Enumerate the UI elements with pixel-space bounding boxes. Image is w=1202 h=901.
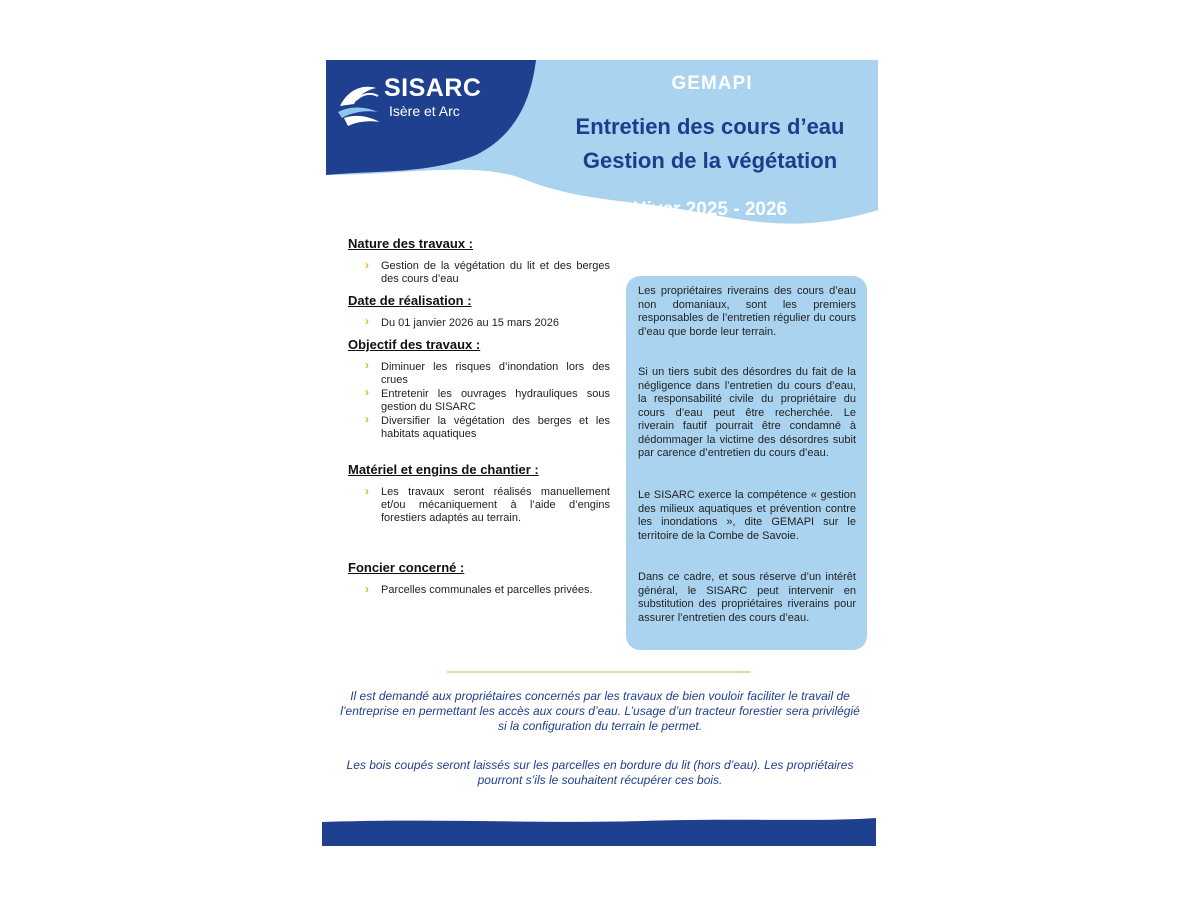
info-paragraph: Les propriétaires riverains des cours d’eau non domaniaux, sont les premiers responsables de l’entretien régulier du cours d’eau que borde leur terrain. [638, 285, 856, 338]
bullet-item: Les travaux seront réalisés manuellement et/ou mécaniquement à l’aide d’engins forestiers adaptés au terrain. [381, 486, 610, 524]
section-title-nature: Nature des travaux : [348, 236, 473, 251]
gemapi-tag: GEMAPI [671, 73, 753, 94]
bullet-item: Parcelles communales et parcelles privées. [381, 584, 593, 596]
bullet-item: Diminuer les risques d’inondation lors des crues [381, 361, 610, 386]
section-title-date: Date de réalisation : [348, 293, 472, 308]
chevron-right-icon: › [365, 358, 369, 372]
section-title-materiel: Matériel et engins de chantier : [348, 462, 539, 477]
info-paragraph: Dans ce cadre, et sous réserve d’un intérêt général, le SISARC peut intervenir en substitution des propriétaires riverains pour assurer l’entretien des cours d’eau. [638, 571, 856, 624]
bullet-item: Entretenir les ouvrages hydrauliques sous gestion du SISARC [381, 388, 610, 413]
info-paragraph: Si un tiers subit des désordres du fait de la négligence dans l’entretien du cours d’eau, la responsabilité civile du propriétaire du cours d’eau peut être recherchée. Le riverain fautif pourrait être condamné à dédommager la victime des désordres subit par carence d’entretien du cours d’eau. [638, 366, 856, 459]
info-paragraph: Le SISARC exerce la compétence « gestion des milieux aquatiques et prévention contre les inondations », dite GEMAPI sur le territoire de la Combe de Savoie. [638, 489, 856, 542]
brand-subtitle: Isère et Arc [389, 103, 460, 119]
notice-paragraph: Il est demandé aux propriétaires concernés par les travaux de bien vouloir faciliter le travail de l’entreprise en permettant les accès aux cours d’eau. L’usage d’un tracteur forestier sera privilégié si la configuration du terrain le permet. [340, 689, 860, 733]
chevron-right-icon: › [365, 582, 369, 596]
chevron-right-icon: › [365, 484, 369, 498]
chevron-right-icon: › [365, 412, 369, 426]
main-title-line-1: Entretien des cours d’eau [575, 114, 845, 139]
chevron-right-icon: › [365, 258, 369, 272]
season-label: Hiver 2025 - 2026 [632, 199, 788, 220]
bullet-item: Diversifier la végétation des berges et les habitats aquatiques [381, 415, 610, 440]
main-title-line-2: Gestion de la végétation [582, 148, 838, 173]
bullet-item: Gestion de la végétation du lit et des berges des cours d’eau [381, 260, 610, 285]
divider [447, 671, 751, 673]
chevron-right-icon: › [365, 314, 369, 328]
bullet-item: Du 01 janvier 2026 au 15 mars 2026 [381, 317, 559, 329]
notice-paragraph: Les bois coupés seront laissés sur les parcelles en bordure du lit (hors d’eau). Les propriétaires pourront s’ils le souhaitent récupérer ces bois. [346, 758, 854, 787]
chevron-right-icon: › [365, 385, 369, 399]
section-title-objectif: Objectif des travaux : [348, 337, 481, 352]
section-title-foncier: Foncier concerné : [348, 560, 465, 575]
brand-name: SISARC [384, 74, 482, 102]
footer-wave-band [322, 818, 876, 846]
